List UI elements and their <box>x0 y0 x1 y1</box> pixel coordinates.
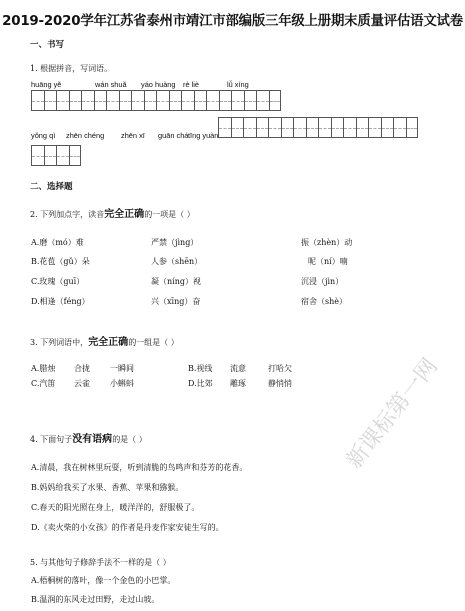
pinyin-label: guān chá <box>158 131 189 140</box>
option-c-1[interactable]: C.玫瑰（guī） <box>31 277 85 286</box>
option-b-word: 打哈欠 <box>268 364 292 373</box>
option-b-1[interactable]: B.花苞（gǔ）朵 <box>31 257 90 266</box>
option-c[interactable]: C.春天的阳光照在身上，暖洋洋的，舒服极了。 <box>31 503 200 512</box>
writing-grid-row-2[interactable] <box>218 117 418 138</box>
prompt-text: 的是（ ） <box>112 435 147 444</box>
prompt-text: 的一项是（ ） <box>144 210 195 219</box>
option-b[interactable]: B.温润的东风走过田野，走过山坡。 <box>31 595 160 604</box>
option-a-word: 合拢 <box>74 364 90 373</box>
option-d-2: 兴（xīng）奋 <box>151 297 201 306</box>
option-d-3: 宿舍（shè） <box>301 297 347 306</box>
option-b-2: 人参（shēn） <box>151 257 203 266</box>
pinyin-label: huāng yě <box>31 80 62 89</box>
pinyin-label: zhēn chéng <box>66 131 105 140</box>
option-c-word: 云雀 <box>74 379 90 388</box>
option-c-word[interactable]: C.汽笛 <box>31 379 56 388</box>
option-a-3: 振（zhèn）动 <box>301 238 353 247</box>
option-d[interactable]: D.《卖火柴的小女孩》的作者是丹麦作家安徒生写的。 <box>31 523 224 532</box>
option-c-word: 小蝌蚪 <box>110 379 134 388</box>
pinyin-label: tīng yuàn <box>188 131 219 140</box>
question-3-prompt <box>30 333 179 348</box>
page-title: 2019-2020学年江苏省泰州市靖江市部编版三年级上册期末质量评估语文试卷 <box>2 14 463 29</box>
option-a-2: 严禁（jìng） <box>151 238 199 247</box>
option-c-2: 凝（níng）视 <box>151 277 201 286</box>
option-c-3: 沉浸（jìn） <box>301 277 344 286</box>
writing-grid-row-1[interactable] <box>31 90 281 111</box>
prompt-text: 4. 下面句子 <box>30 435 73 444</box>
question-5-prompt: 5. 与其他句子修辞手法不一样的是（ ） <box>30 558 171 567</box>
option-d-1[interactable]: D.相逢（féng） <box>31 297 90 306</box>
option-a-word: 一瞬间 <box>110 364 134 373</box>
prompt-text: 3. 下列词语中， <box>30 338 89 347</box>
emphasis-text: 完全正确 <box>104 209 145 220</box>
option-d-word: 雕琢 <box>230 379 246 388</box>
option-d-word: 静悄悄 <box>268 379 292 388</box>
prompt-text: 2. 下列加点字，读音 <box>30 210 105 219</box>
pinyin-label: yáo huàng <box>141 80 176 89</box>
pinyin-label: zhēn xī <box>121 131 145 140</box>
section-heading-writing: 一、书写 <box>30 40 65 50</box>
pinyin-label: rè liè <box>183 80 200 89</box>
emphasis-text: 完全正确 <box>88 337 129 348</box>
watermark: 新课标第一网 <box>341 354 443 474</box>
question-1-prompt: 1. 根据拼音，写词语。 <box>30 64 113 73</box>
option-a[interactable]: A.清晨，我在树林里玩耍，听到清脆的鸟鸣声和芬芳的花香。 <box>31 463 248 472</box>
option-b-3: 呢（ní）喃 <box>308 257 348 266</box>
emphasis-text: 没有语病 <box>72 434 113 445</box>
writing-grid-row-3[interactable] <box>31 145 81 166</box>
pinyin-label: wán shuǎ <box>95 80 127 89</box>
question-4-prompt <box>30 430 147 445</box>
option-d-word[interactable]: D.比郊 <box>188 379 213 388</box>
option-b-word: 流意 <box>230 364 246 373</box>
question-2-prompt <box>30 205 195 220</box>
option-a-1[interactable]: A.磨（mó）难 <box>31 238 84 247</box>
option-b-word[interactable]: B.视线 <box>188 364 213 373</box>
option-a[interactable]: A.梧桐树的落叶，像一个金色的小巴掌。 <box>31 576 176 585</box>
option-b[interactable]: B.妈妈给我买了水果、香蕉、苹果和猕猴。 <box>31 483 184 492</box>
prompt-text: 的一组是（ ） <box>128 338 179 347</box>
section-heading-choice: 二、选择题 <box>30 182 73 192</box>
pinyin-label: yǒng qì <box>31 131 56 140</box>
option-a-word[interactable]: A.腊烛 <box>31 364 56 373</box>
pinyin-label: lǚ xíng <box>227 80 249 89</box>
